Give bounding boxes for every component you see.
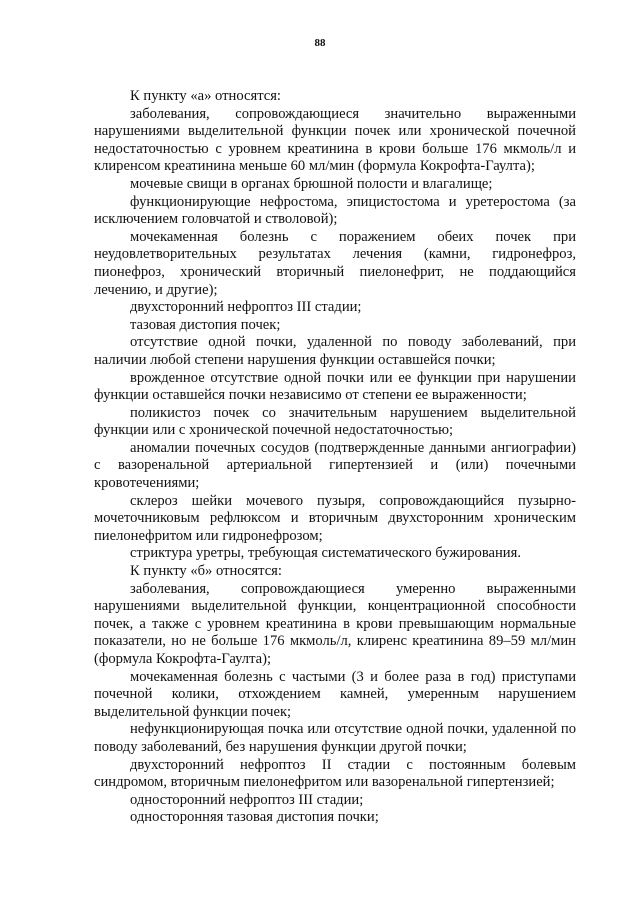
list-item: заболевания, сопровождающиеся значительно выраженными нарушениями выделительной функции почек или хронической почечной недостаточностью с уровнем креатинина в крови больше 176 мкмоль/л и клиренсом креатинина меньше 60 мл/мин (формула Кокрофта-Гаулта); [94, 105, 576, 175]
list-item: аномалии почечных сосудов (подтвержденные данными ангиографии) с вазоренальной артериальной гипертензией и (или) почечными кровотечениями; [94, 439, 576, 492]
document-body [94, 88, 576, 827]
list-item: мочекаменная болезнь с поражением обеих почек при неудовлетворительных результатах лечения (камни, гидронефроз, пионефроз, хронический вторичный пиелонефрит, не поддающийся лечению, и другие); [94, 228, 576, 298]
list-item: двухсторонний нефроптоз II стадии с постоянным болевым синдромом, вторичным пиелонефритом или вазоренальной гипертензией; [94, 756, 576, 791]
list-item: заболевания, сопровождающиеся умеренно выраженными нарушениями выделительной функции, концентрационной способности почек, а также с уровнем креатинина в крови превышающим нормальные показатели, но не больше 176 мкмоль/л, клиренс креатинина 89–59 мл/мин (формула Кокрофта-Гаулта); [94, 580, 576, 667]
list-item: двухсторонний нефроптоз III стадии; [130, 299, 362, 316]
section-b-heading: К пункту «б» относятся: [130, 563, 282, 580]
page-number: 88 [314, 37, 326, 49]
list-item: нефункционирующая почка или отсутствие одной почки, удаленной по поводу заболеваний, без нарушения функции другой почки; [94, 721, 576, 755]
list-item: отсутствие одной почки, удаленной по поводу заболеваний, при наличии любой степени нарушения функции оставшейся почки; [94, 334, 576, 368]
list-item: склероз шейки мочевого пузыря, сопровождающийся пузырно-мочеточниковым рефлюксом и вторичным двухсторонним хроническим пиелонефритом или гидронефрозом; [94, 492, 576, 544]
list-item: поликистоз почек со значительным нарушением выделительной функции или с хронической почечной недостаточностью; [94, 404, 576, 439]
list-item: мочекаменная болезнь с частыми (3 и более раза в год) приступами почечной колики, отхождением камней, умеренным нарушением выделительной функции почек; [94, 668, 576, 720]
list-item: односторонний нефроптоз III стадии; [130, 791, 364, 808]
list-item: мочевые свищи в органах брюшной полости и влагалище; [130, 175, 493, 192]
list-item: стриктура уретры, требующая систематического бужирования. [130, 545, 521, 562]
section-a-heading: К пункту «а» относятся: [130, 88, 281, 104]
list-item: врожденное отсутствие одной почки или ее функции при нарушении функции оставшейся почки независимо от степени ее выраженности; [94, 369, 576, 404]
list-item: односторонняя тазовая дистопия почки; [130, 809, 379, 826]
list-item: функционирующие нефростома, эпицистостома и уретеростома (за исключением головчатой и стволовой); [94, 193, 576, 228]
list-item: тазовая дистопия почек; [130, 316, 281, 333]
